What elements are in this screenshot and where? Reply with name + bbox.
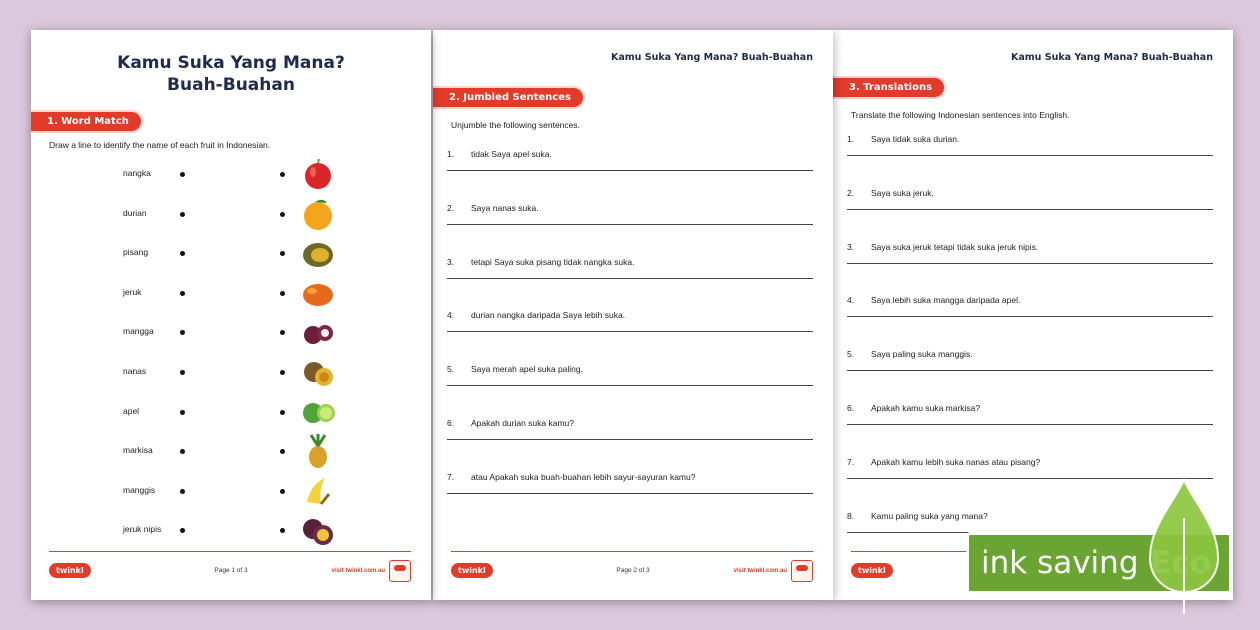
page-number: Page 2 of 3 [616,567,650,574]
apple-icon [301,157,335,191]
question-item [447,203,813,243]
question-item [847,188,1213,228]
mango-icon [301,276,335,310]
question-text: Kamu paling suka yang mana? [871,510,988,521]
question-number: 2. [847,187,855,198]
question-number: 7. [847,456,855,467]
question-number: 8. [847,510,855,521]
left-dot[interactable] [180,212,185,217]
question-number: 3. [847,241,855,252]
answer-line[interactable] [447,385,813,386]
word-match-row [31,432,431,468]
question-text: tidak Saya apel suka. [471,149,552,159]
question-number: 1. [447,149,455,159]
banana-icon [301,474,335,508]
question-number: 4. [847,295,855,306]
quality-badge-icon [389,560,411,582]
word-match-row [31,155,431,191]
right-dot[interactable] [280,172,285,177]
question-item [447,310,813,350]
word-match-row [31,393,431,429]
instructions: Translate the following Indonesian sentences into English. [851,110,1070,120]
twinkl-logo: twinkl [851,563,893,578]
quality-badge-icon [791,560,813,582]
word-match-row [31,234,431,270]
instructions: Draw a line to identify the name of each fruit in Indonesian. [49,140,271,150]
answer-line[interactable] [847,316,1213,317]
question-item [847,349,1213,389]
word-label: jeruk [123,286,142,297]
answer-line[interactable] [847,209,1213,210]
section-heading-word-match: 1. Word Match [31,112,141,131]
right-dot[interactable] [280,410,285,415]
question-item [447,472,813,512]
passionfruit-2-icon [301,513,335,547]
question-text: Saya suka jeruk. [871,187,934,198]
question-number: 6. [847,403,855,413]
word-match-row [31,353,431,389]
question-text: atau Apakah suka buah-buahan lebih sayur-sayuran kamu? [471,471,696,482]
question-text: Saya lebih suka mangga daripada apel. [871,295,1021,306]
word-label: pisang [123,247,149,258]
section-heading-translations: 3. Translations [833,78,944,97]
instructions: Unjumble the following sentences. [451,120,580,130]
right-dot[interactable] [280,370,285,375]
word-label: durian [123,207,147,218]
lime-icon [301,395,335,429]
right-dot[interactable] [280,528,285,533]
footer-divider [49,551,411,552]
question-number: 3. [447,256,455,267]
twinkl-logo: twinkl [49,563,91,578]
section-heading-jumbled: 2. Jumbled Sentences [433,88,583,107]
answer-line[interactable] [447,170,813,171]
eco-leaf-icon [1148,478,1220,618]
question-text: Apakah kamu lebih suka nanas atau pisang? [871,456,1041,467]
question-text: Saya paling suka manggis. [871,349,973,360]
answer-line[interactable] [447,224,813,225]
word-match-row [31,274,431,310]
left-dot[interactable] [180,251,185,256]
word-label: nangka [123,168,151,178]
left-dot[interactable] [180,330,185,335]
right-dot[interactable] [280,291,285,296]
question-text: Apakah durian suka kamu? [471,418,575,428]
question-item [847,242,1213,282]
question-item [447,364,813,404]
question-number: 1. [847,134,855,144]
visit-link[interactable]: visit twinkl.com.au [331,568,385,574]
question-item [447,257,813,297]
left-dot[interactable] [180,172,185,177]
right-dot[interactable] [280,330,285,335]
word-label: nanas [123,366,147,376]
right-dot[interactable] [280,212,285,217]
question-item [447,149,813,189]
left-dot[interactable] [180,489,185,494]
right-dot[interactable] [280,489,285,494]
worksheet-page-1 [31,30,431,600]
question-number: 5. [847,349,855,360]
question-item [447,418,813,458]
question-text: Saya tidak suka durian. [871,134,960,144]
passionfruit-icon [301,355,335,389]
answer-line[interactable] [447,278,813,279]
question-text: Saya nanas suka. [471,202,539,213]
footer-divider [451,551,813,552]
question-number: 5. [447,364,455,375]
left-dot[interactable] [180,410,185,415]
page-header: Kamu Suka Yang Mana? Buah-Buahan [1010,52,1213,63]
word-label: apel [123,405,140,416]
question-number: 6. [447,418,455,428]
question-text: tetapi Saya suka pisang tidak nangka suka. [471,256,635,267]
left-dot[interactable] [180,370,185,375]
question-text: Apakah kamu suka markisa? [871,403,981,413]
page-header: Kamu Suka Yang Mana? Buah-Buahan [610,52,813,63]
title-line-1: Kamu Suka Yang Mana? [117,53,345,73]
question-number: 4. [447,310,455,321]
visit-link[interactable]: visit twinkl.com.au [733,568,787,574]
question-item [847,403,1213,443]
left-dot[interactable] [180,291,185,296]
page-number: Page 1 of 3 [214,567,248,574]
right-dot[interactable] [280,449,285,454]
left-dot[interactable] [180,528,185,533]
eco-text: ink saving [981,545,1139,581]
word-label: manggis [123,484,156,495]
question-text: durian nangka daripada Saya lebih suka. [471,310,626,321]
title-line-2: Buah-Buahan [167,75,295,95]
question-number: 7. [447,471,455,482]
right-dot[interactable] [280,251,285,256]
page-title [31,52,431,96]
answer-line[interactable] [447,493,813,494]
answer-line[interactable] [847,370,1213,371]
word-match-row [31,472,431,508]
worksheet-page-2 [433,30,833,600]
answer-line[interactable] [847,155,1213,156]
question-item [847,295,1213,335]
word-match-row [31,195,431,231]
twinkl-logo: twinkl [451,563,493,578]
left-dot[interactable] [180,449,185,454]
word-match-row [31,511,431,547]
orange-icon [301,197,335,231]
word-label: jeruk nipis [123,524,162,535]
durian-icon [301,236,335,270]
word-match-row [31,313,431,349]
answer-line[interactable] [447,331,813,332]
word-label: mangga [123,326,154,337]
question-text: Saya suka jeruk tetapi tidak suka jeruk nipis. [871,241,1039,252]
question-item [847,134,1213,174]
question-number: 2. [447,202,455,213]
question-text: Saya merah apel suka paling. [471,364,583,375]
answer-line[interactable] [847,424,1213,425]
answer-line[interactable] [847,263,1213,264]
word-label: markisa [123,445,153,456]
mangosteen-icon [301,315,335,349]
answer-line[interactable] [447,439,813,440]
pineapple-icon [301,434,335,468]
